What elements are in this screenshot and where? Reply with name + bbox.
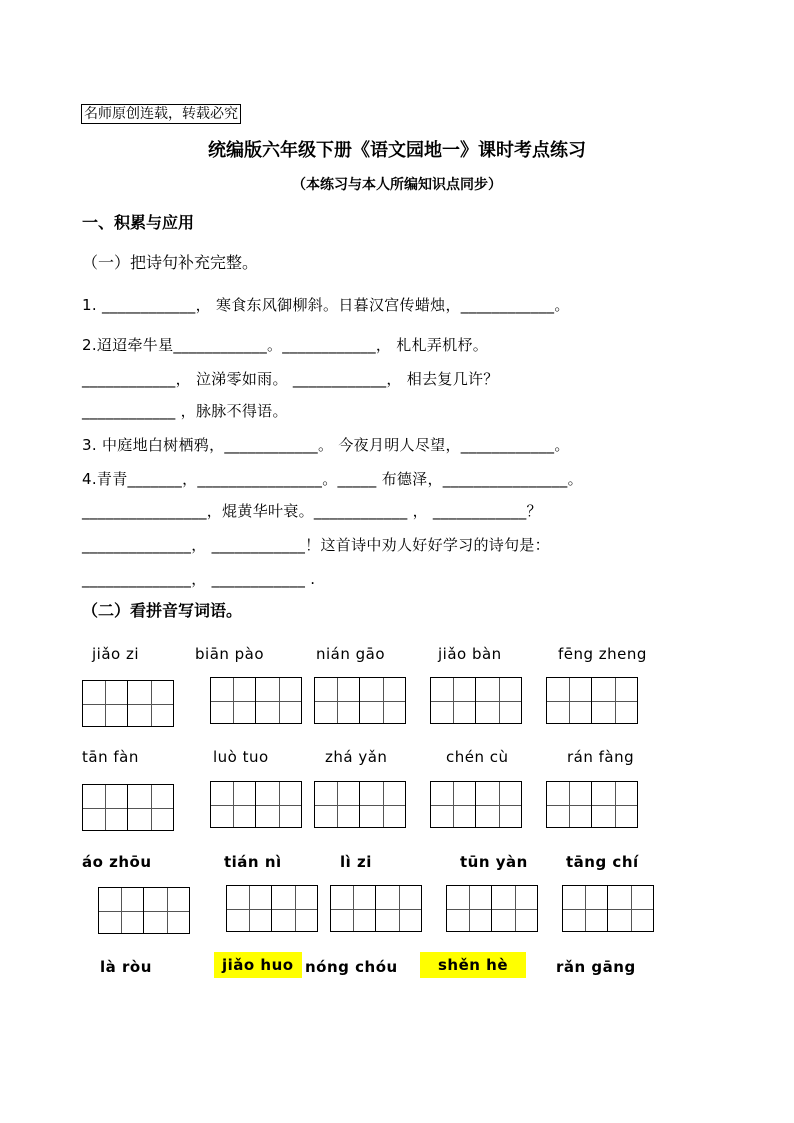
poem-line-9: ______________， ____________ . [82, 570, 316, 588]
pinyin-label: jiǎo bàn [438, 645, 502, 663]
pinyin-label-highlighted: shěn hè [420, 952, 526, 978]
pinyin-label: tián nì [224, 853, 282, 871]
writing-grid[interactable] [98, 887, 190, 934]
pinyin-label: nóng chóu [305, 958, 398, 976]
writing-grid[interactable] [226, 885, 318, 932]
writing-grid[interactable] [82, 680, 174, 727]
pinyin-label: nián gāo [316, 645, 386, 663]
writing-grid[interactable] [314, 677, 406, 724]
pinyin-label: jiǎo zi [92, 645, 140, 663]
page-title: 统编版六年级下册《语文园地一》课时考点练习 [208, 140, 586, 161]
pinyin-label: fēng zheng [558, 645, 647, 663]
page-subtitle: （本练习与本人所编知识点同步） [292, 177, 502, 193]
writing-grid[interactable] [430, 781, 522, 828]
poem-line-3: ____________， 泣涕零如雨。 ____________， 相去复几许？ [82, 370, 499, 388]
part-two-heading: （二）看拼音写词语。 [82, 601, 243, 620]
pinyin-label: zhá yǎn [325, 748, 388, 766]
writing-grid[interactable] [82, 784, 174, 831]
writing-grid[interactable] [330, 885, 422, 932]
copyright-banner: 名师原创连载，转载必究 [81, 104, 241, 124]
pinyin-label: rǎn gāng [556, 958, 636, 976]
poem-line-1: 1. ____________， 寒食东风御柳斜。日暮汉宫传蜡烛，____________。 [82, 296, 570, 314]
pinyin-label: chén cù [446, 748, 509, 766]
pinyin-label: tāng chí [566, 853, 639, 871]
pinyin-label: rán fàng [567, 748, 635, 766]
writing-grid[interactable] [430, 677, 522, 724]
writing-grid[interactable] [546, 677, 638, 724]
pinyin-label: luò tuo [213, 748, 269, 766]
writing-grid[interactable] [210, 677, 302, 724]
writing-grid[interactable] [314, 781, 406, 828]
pinyin-label-highlighted: jiǎo huo [214, 952, 302, 978]
pinyin-label: là ròu [100, 958, 152, 976]
writing-grid[interactable] [446, 885, 538, 932]
writing-grid[interactable] [210, 781, 302, 828]
section-heading: 一、积累与应用 [82, 213, 195, 232]
pinyin-label: áo zhōu [82, 853, 152, 871]
writing-grid[interactable] [562, 885, 654, 932]
pinyin-label: lì zi [340, 853, 372, 871]
poem-line-8: ______________， ____________！这首诗中劝人好好学习的诗句是： [82, 536, 550, 554]
poem-line-2: 2.迢迢牵牛星____________。____________， 札札弄机杼。 [82, 336, 489, 354]
poem-line-4: ____________ ，脉脉不得语。 [82, 402, 288, 420]
pinyin-label: tān fàn [82, 748, 139, 766]
poem-line-7: ________________，焜黄华叶衰。____________ ， ____________？ [82, 502, 542, 520]
poem-line-6: 4.青青_______，________________。_____ 布德泽，________________。 [82, 470, 583, 488]
pinyin-label: tūn yàn [460, 853, 528, 871]
pinyin-label: biān pào [195, 645, 265, 663]
part-one-heading: （一）把诗句补充完整。 [82, 253, 259, 272]
writing-grid[interactable] [546, 781, 638, 828]
poem-line-5: 3. 中庭地白树栖鸦，____________。 今夜月明人尽望，____________。 [82, 436, 570, 454]
